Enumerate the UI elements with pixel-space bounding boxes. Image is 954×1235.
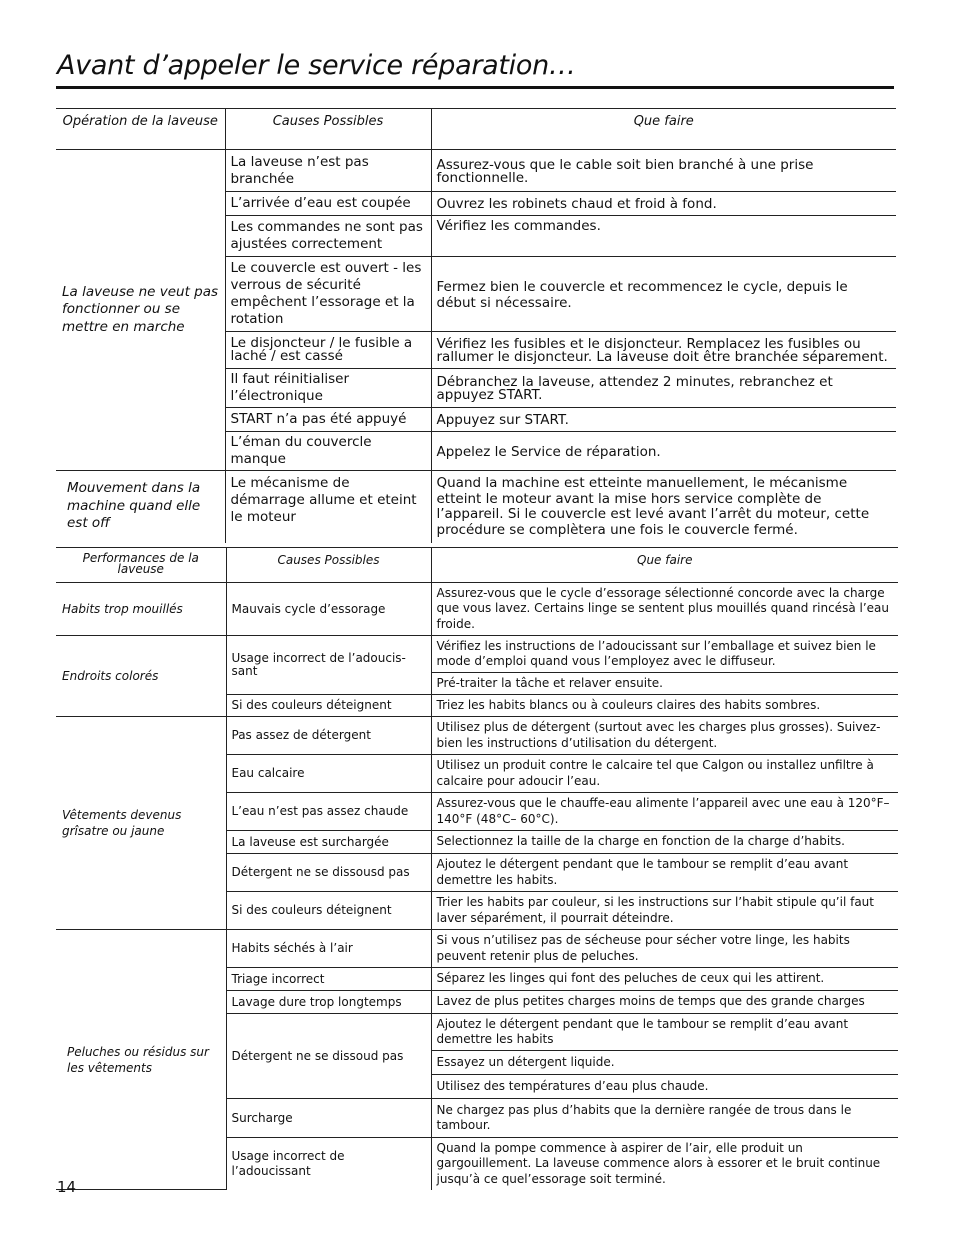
fix-cell: Trier les habits par couleur, si les instructions sur l’habit stipule qu’il faut laver séparément, il pourrait déteindre.: [431, 892, 898, 930]
cause-cell: L’eau n’est pas assez chaude: [226, 793, 431, 831]
cause-cell: Pas assez de détergent: [226, 717, 431, 755]
fix-cell: Vérifiez les fusibles et le disjoncteur. Remplacez les fusibles ou rallumer le disjoncteur. La laveuse doit être branchée séparement.: [431, 332, 896, 369]
symptom-cell: Vêtements devenus grîsatre ou jaune: [56, 717, 226, 930]
cause-cell: Triage incorrect: [226, 968, 431, 991]
fix-cell: Utilisez des températures d’eau plus chaude.: [431, 1075, 898, 1099]
fix-cell: Ajoutez le détergent pendant que le tambour se remplit d’eau avant demettre les habits.: [431, 854, 898, 892]
fix-cell: Quand la machine est etteinte manuellement, le mécanisme etteint le moteur avant la mise hors service complète de l’appareil. Si le couvercle est levé avant l’arrêt du moteur, cette procédure se complètera une fois le couvercle fermé.: [436, 475, 870, 538]
page-number: 14: [57, 1178, 77, 1196]
cause-cell: Mauvais cycle d’essorage: [226, 583, 431, 636]
cause-cell: Le mécanisme de démarrage allume et eteint le moteur: [225, 471, 431, 543]
fix-cell: Essayez un détergent liquide.: [431, 1051, 898, 1075]
fix-cell: Si vous n’utilisez pas de sécheuse pour sécher votre linge, les habits peuvent retenir plus de peluches.: [431, 930, 898, 968]
fix-cell: Vérifiez les commandes.: [431, 216, 896, 257]
header-symptom: Performances de la laveuse: [56, 548, 226, 583]
cause-cell: Les commandes ne sont pas ajustées correctement: [225, 216, 431, 257]
cause-cell: Il faut réinitialiser l’électronique: [225, 369, 431, 408]
table-row: [56, 150, 896, 192]
fix-cell: Fermez bien le couvercle et recommencez le cycle, depuis le début si nécessaire.: [431, 257, 896, 332]
cause-cell: L’éman du couvercle manque: [225, 432, 431, 471]
cause-cell: Le disjoncteur / le fusible a laché / est cassé: [225, 332, 431, 369]
cause-cell: Usage incorrect de l’adoucis-sant: [226, 636, 431, 695]
fix-cell: Ajoutez le détergent pendant que le tambour se remplit d’eau avant demettre les habits: [431, 1014, 898, 1051]
fix-cell: Débranchez la laveuse, attendez 2 minutes, rebranchez et appuyez START.: [431, 369, 896, 408]
fix-cell: Assurez-vous que le cable soit bien branché à une prise fonctionnelle.: [431, 150, 896, 192]
table-row: [56, 930, 898, 968]
fix-cell: Appelez le Service de réparation.: [431, 432, 896, 471]
header-fix: Que faire: [431, 548, 898, 583]
cause-cell: La laveuse n’est pas branchée: [225, 150, 431, 192]
cause-cell: Si des couleurs déteignent: [226, 695, 431, 717]
symptom-cell: Mouvement dans la machine quand elle est off: [56, 471, 225, 543]
symptom-cell: Endroits colorés: [56, 636, 226, 717]
fix-cell: Appuyez sur START.: [431, 408, 896, 432]
fix-cell: Utilisez un produit contre le calcaire tel que Calgon ou installez unfiltre à calcaire pour adoucir l’eau.: [431, 755, 898, 793]
fix-cell: Quand la pompe commence à aspirer de l’air, elle produit un gargouillement. La laveuse commence alors à essorer et le bruit continue jusqu’à ce quel’essorage soit terminé.: [436, 1140, 881, 1186]
fix-cell: Utilisez plus de détergent (surtout avec les charges plus grosses). Suivez-bien les instructions d’utilisation du détergent.: [431, 717, 898, 755]
fix-cell: Selectionnez la taille de la charge en fonction de la charge d’habits.: [431, 831, 898, 854]
header-causes: Causes Possibles: [226, 548, 431, 583]
cause-cell: Lavage dure trop longtemps: [226, 991, 431, 1014]
cause-cell: Si des couleurs déteignent: [226, 892, 431, 930]
troubleshooting-table-performance: [56, 547, 898, 1190]
cause-cell: Détergent ne se dissousd pas: [226, 854, 431, 892]
header-symptom: Opération de la laveuse: [56, 109, 225, 150]
cause-cell: La laveuse est surchargée: [226, 831, 431, 854]
fix-cell: Vérifiez les instructions de l’adoucissant sur l’emballage et suivez bien le mode d’emploi quand vous l’employez avec le diffuseur.: [431, 636, 898, 673]
fix-cell: Assurez-vous que le chauffe-eau alimente l’appareil avec une eau à 120°F–140°F (48°C– 60°C).: [431, 793, 898, 831]
cause-cell: Usage incorrect de l’adoucissant: [226, 1138, 431, 1190]
fix-cell: Ouvrez les robinets chaud et froid à fond.: [431, 192, 896, 216]
fix-cell: Pré-traiter la tâche et relaver ensuite.: [431, 673, 898, 695]
cause-cell: Détergent ne se dissoud pas: [226, 1014, 431, 1099]
cause-cell: Surcharge: [226, 1099, 431, 1138]
page-title: Avant d’appeler le service réparation…: [57, 50, 576, 81]
cause-cell: START n’a pas été appuyé: [225, 408, 431, 432]
symptom-cell: Habits trop mouillés: [56, 583, 226, 636]
symptom-cell: Peluches ou résidus sur les vêtements: [56, 930, 226, 1190]
fix-cell: Triez les habits blancs ou à couleurs claires des habits sombres.: [431, 695, 898, 717]
cause-cell: Habits séchés à l’air: [226, 930, 431, 968]
header-fix: Que faire: [431, 109, 896, 150]
fix-cell: Séparez les linges qui font des peluches de ceux qui les attirent.: [431, 968, 898, 991]
cause-cell: Le couvercle est ouvert - les verrous de sécurité empêchent l’essorage et la rotation: [225, 257, 431, 332]
table-row: [56, 717, 898, 755]
table-row: [56, 636, 898, 673]
symptom-cell: La laveuse ne veut pas fonctionner ou se mettre en marche: [56, 150, 225, 471]
cause-cell: Eau calcaire: [226, 755, 431, 793]
header-causes: Causes Possibles: [225, 109, 431, 150]
fix-cell: Ne chargez pas plus d’habits que la dernière rangée de trous dans le tambour.: [431, 1099, 898, 1138]
fix-cell: Lavez de plus petites charges moins de temps que des grande charges: [431, 991, 898, 1014]
troubleshooting-table-operation: [56, 108, 896, 543]
table-row: [56, 471, 896, 543]
title-rule: [56, 86, 894, 89]
table-row: [56, 583, 898, 636]
fix-cell: Assurez-vous que le cycle d’essorage sélectionné concorde avec la charge que vous lavez. Certains linge se sentent plus mouillés quand rincésà l’eau froide.: [431, 583, 898, 636]
cause-cell: L’arrivée d’eau est coupée: [225, 192, 431, 216]
